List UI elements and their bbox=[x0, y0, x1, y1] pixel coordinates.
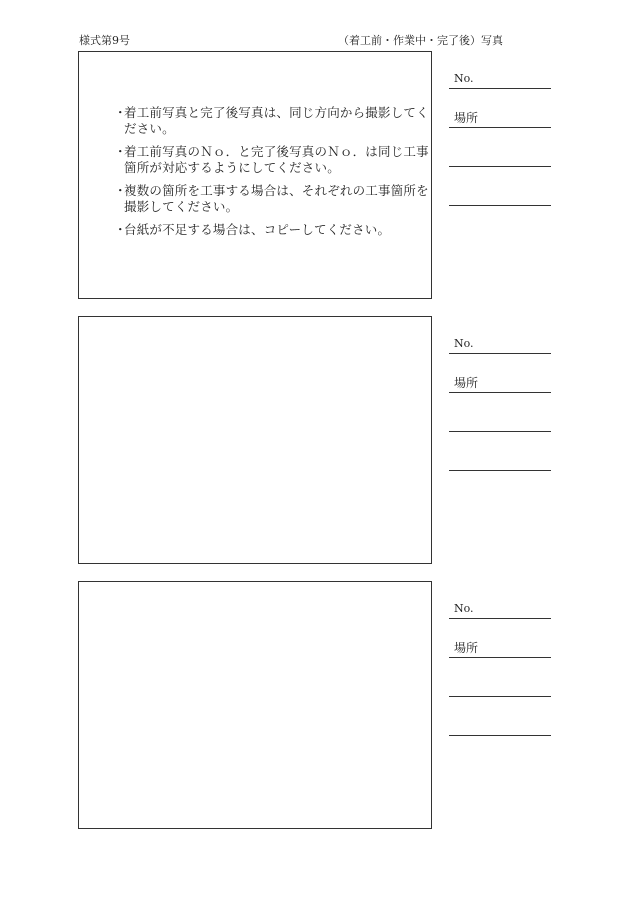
place-field-3[interactable] bbox=[449, 620, 551, 658]
place-field-2[interactable] bbox=[449, 355, 551, 393]
place-label: 場所 bbox=[454, 641, 479, 655]
photo-frame-2 bbox=[78, 316, 432, 564]
place-label: 場所 bbox=[454, 376, 479, 390]
photo-info-panel-3 bbox=[449, 581, 551, 741]
photo-frame-3 bbox=[78, 581, 432, 829]
bullet-mark: ・ bbox=[114, 144, 127, 159]
instruction-text: 複数の箇所を工事する場合は、それぞれの工事箇所を撮影してください。 bbox=[124, 183, 429, 214]
page-title: （着工前・作業中・完了後）写真 bbox=[338, 34, 503, 47]
no-label: No. bbox=[454, 602, 474, 615]
bullet-mark: ・ bbox=[114, 183, 127, 198]
no-label: No. bbox=[454, 337, 474, 350]
no-label: No. bbox=[454, 72, 474, 85]
blank-field-2b[interactable] bbox=[449, 433, 551, 471]
blank-field-2a[interactable] bbox=[449, 394, 551, 432]
instruction-text: 着工前写真のＮｏ．と完了後写真のＮｏ．は同じ工事箇所が対応するようにしてください。 bbox=[124, 144, 429, 175]
bullet-mark: ・ bbox=[114, 222, 127, 237]
photo-frame-1 bbox=[78, 51, 432, 299]
photo-info-panel-1 bbox=[449, 51, 551, 211]
bullet-mark: ・ bbox=[114, 105, 127, 120]
photo-info-panel-2 bbox=[449, 316, 551, 476]
no-field-2[interactable] bbox=[449, 316, 551, 354]
blank-field-3a[interactable] bbox=[449, 659, 551, 697]
form-number: 様式第9号 bbox=[79, 34, 130, 47]
instruction-item bbox=[114, 105, 430, 137]
instruction-item bbox=[114, 144, 430, 176]
instruction-item bbox=[114, 183, 430, 215]
instruction-item bbox=[114, 222, 430, 238]
instruction-text: 着工前写真と完了後写真は、同じ方向から撮影してください。 bbox=[124, 105, 429, 136]
place-field-1[interactable] bbox=[449, 90, 551, 128]
place-label: 場所 bbox=[454, 111, 479, 125]
blank-field-3b[interactable] bbox=[449, 698, 551, 736]
blank-field-1a[interactable] bbox=[449, 129, 551, 167]
blank-field-1b[interactable] bbox=[449, 168, 551, 206]
instruction-list bbox=[114, 105, 430, 245]
no-field-1[interactable] bbox=[449, 51, 551, 89]
instruction-text: 台紙が不足する場合は、コピーしてください。 bbox=[124, 222, 391, 237]
no-field-3[interactable] bbox=[449, 581, 551, 619]
